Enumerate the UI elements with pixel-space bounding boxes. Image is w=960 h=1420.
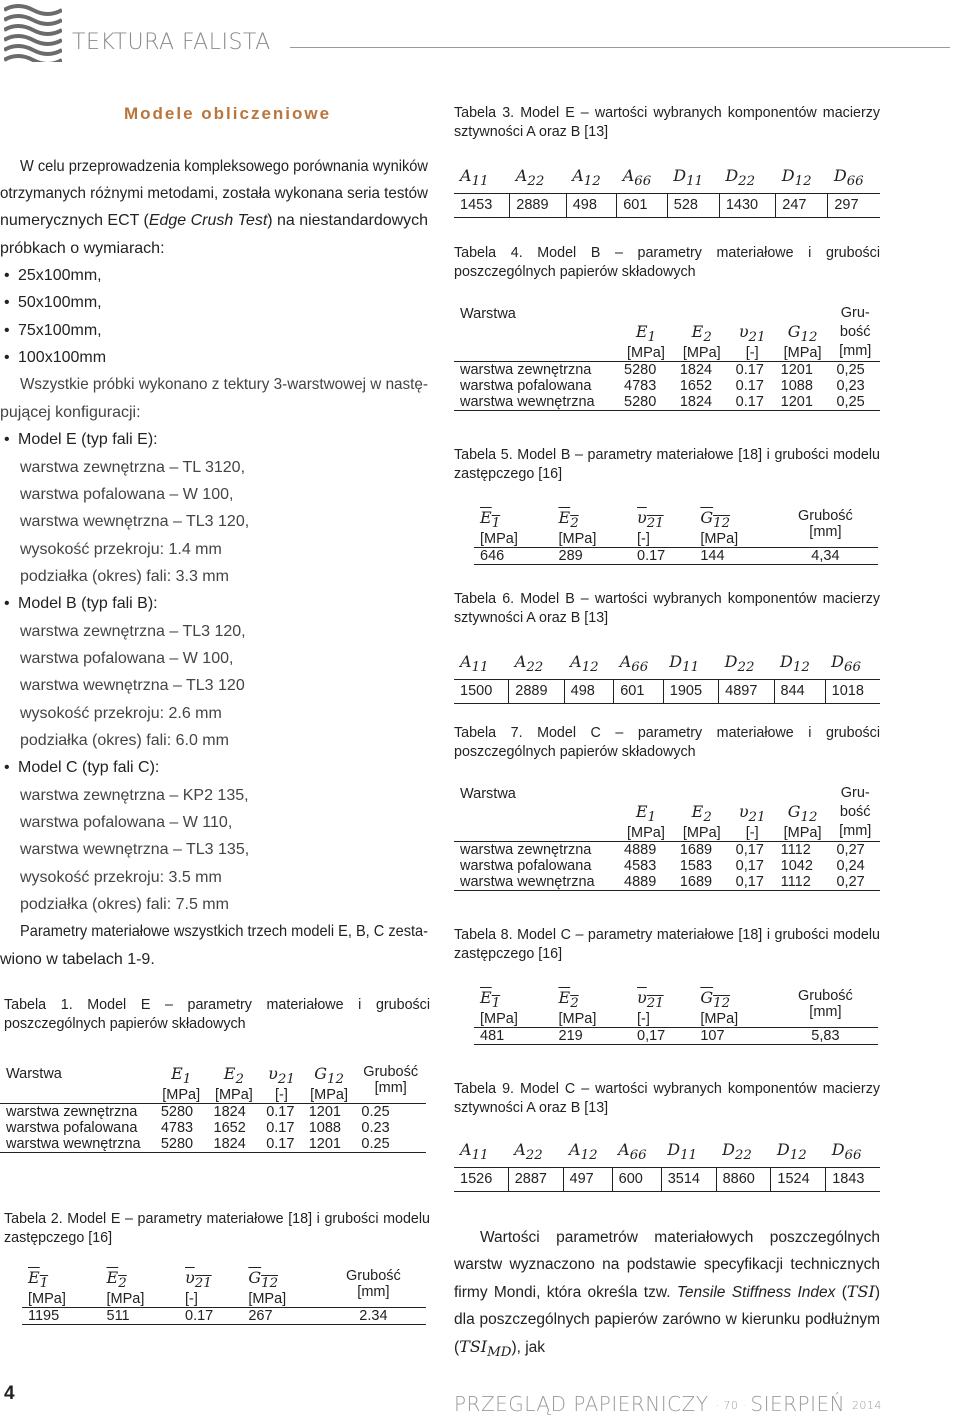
body-line: warstwa pofalowana – W 100,	[20, 486, 234, 503]
matrix-col-header: $D_{12}$	[776, 166, 828, 194]
matrix-cell: 1524	[771, 1168, 826, 1192]
matrix-cell: 3514	[661, 1168, 716, 1192]
matrix-col-header: $D_{66}$	[828, 166, 880, 194]
matrix-cell: 844	[774, 680, 825, 704]
col-header: Gru- bość [mm]	[830, 784, 880, 842]
col-header: Grubość [mm]	[773, 988, 878, 1028]
matrix-col-header: $A_{12}$	[566, 166, 617, 194]
col-header: $E_1$ [MPa]	[618, 304, 674, 362]
table-row: warstwa pofalowana 4783 1652 0.17 1088 0.23	[6, 1120, 390, 1137]
table-row: warstwa wewnętrzna 4889 1689 0,17 1112 0,27	[454, 874, 880, 891]
body-line: numerycznych ECT (Edge Crush Test) na niestandardowych	[0, 212, 428, 229]
body-line: warstwa pofalowana – W 110,	[20, 814, 233, 831]
matrix-cell: 497	[563, 1168, 612, 1192]
col-header: $G_{12}$ [MPa]	[303, 1064, 356, 1104]
col-header: $G_{12}$ [MPa]	[694, 988, 773, 1028]
matrix-cell: 601	[614, 680, 664, 704]
matrix-cell: 1453	[454, 194, 510, 218]
col-header: $E_2$ [MPa]	[208, 1064, 261, 1104]
body-line: podziałka (okres) fali: 6.0 mm	[20, 732, 229, 749]
body-line: Parametry materiałowe wszystkich trzech modeli E, B, C zesta-	[20, 923, 428, 940]
matrix-col-header: $A_{11}$	[454, 652, 509, 680]
col-header: $\upsilon_{21}$ [-]	[631, 988, 694, 1028]
col-header: $E_1$ [MPa]	[474, 988, 553, 1028]
table-row: 646 289 0.17 144 4,34	[474, 548, 878, 565]
body-line: warstwa zewnętrzna – KP2 135,	[20, 787, 249, 804]
table-caption: Tabela 8. Model C – parametry materiałowe [18] i grubości modelu zastępczego [16]	[454, 927, 880, 962]
body-line: pującej konfiguracji:	[0, 404, 141, 421]
para-text: Wartości parametrów materiałowych poszczególnych warstw wyznaczono na podstawie specyfikacji technicznych firmy Mondi, która określa tzw. Tensile Stiffness Index (TSI) dla poszczególnych papierów zarówno w kierunku podłużnym $(TSI_{MD})$, jak	[454, 1229, 880, 1361]
col-header: $G_{12}$ [MPa]	[242, 1268, 321, 1308]
matrix-cell: 8860	[716, 1168, 771, 1192]
col-header: $G_{12}$ [MPa]	[775, 784, 831, 842]
matrix-header-row	[454, 652, 880, 680]
col-header: $\upsilon_{21}$ [-]	[730, 784, 775, 842]
table-caption: Tabela 5. Model B – parametry materiałowe [18] i grubości modelu zastępczego [16]	[454, 447, 880, 482]
matrix-col-header: $A_{11}$	[454, 166, 510, 194]
matrix-cell: 247	[776, 194, 828, 218]
matrix-cell: 2889	[509, 680, 564, 704]
brand-title: TEKTURA FALISTA	[72, 30, 271, 55]
body-line: próbkach o wymiarach:	[0, 240, 165, 257]
bullet-item: • Model E (typ fali E):	[18, 431, 158, 449]
col-header: Gru- bość [mm]	[830, 304, 880, 362]
col-header: $E_1$ [MPa]	[618, 784, 674, 842]
table-caption: Tabela 6. Model B – wartości wybranych komponentów macierzy sztywności A oraz B [13]	[454, 591, 880, 626]
table-6	[454, 652, 880, 704]
col-header: $\upsilon_{21}$ [-]	[179, 1268, 242, 1308]
col-header: $\upsilon_{21}$ [-]	[631, 508, 694, 548]
table-row: warstwa wewnętrzna 5280 1824 0.17 1201 0,25	[454, 394, 880, 411]
col-header: Warstwa	[454, 304, 618, 362]
matrix-cell: 528	[667, 194, 719, 218]
bullet-item: • 75x100mm,	[18, 322, 102, 340]
body-line: W celu przeprowadzenia kompleksowego porównania wyników	[20, 158, 428, 175]
matrix-col-header: $D_{66}$	[825, 652, 880, 680]
table-caption: Tabela 9. Model C – wartości wybranych komponentów macierzy sztywności A oraz B [13]	[454, 1081, 880, 1116]
body-line: podziałka (okres) fali: 7.5 mm	[20, 896, 229, 913]
header-rule	[290, 47, 950, 48]
body-line: warstwa zewnętrzna – TL3 120,	[20, 623, 246, 640]
table-7	[454, 784, 880, 891]
body-line: warstwa pofalowana – W 100,	[20, 650, 234, 667]
table-row: warstwa pofalowana 4783 1652 0.17 1088 0,23	[460, 378, 865, 394]
col-header: Warstwa	[454, 784, 618, 842]
table-row	[454, 680, 880, 704]
matrix-col-header: $A_{66}$	[617, 166, 668, 194]
col-header: Grubość [mm]	[321, 1268, 426, 1308]
body-line: wysokość przekroju: 2.6 mm	[20, 705, 222, 722]
table-row: warstwa wewnętrzna 5280 1824 0.17 1201 0.25	[0, 1136, 426, 1153]
table-2	[22, 1268, 426, 1325]
publication-footer: PRZEGLĄD PAPIERNICZY · 70 · SIERPIEŃ 2014	[454, 1392, 882, 1416]
table-caption: Tabela 3. Model E – wartości wybranych komponentów macierzy sztywności A oraz B [13]	[454, 105, 880, 140]
matrix-col-header: $D_{11}$	[663, 652, 718, 680]
table-8	[474, 988, 878, 1045]
body-line: wysokość przekroju: 3.5 mm	[20, 869, 222, 886]
matrix-col-header: $A_{12}$	[564, 652, 614, 680]
bullet-item: • 50x100mm,	[18, 294, 102, 312]
matrix-cell: 297	[828, 194, 880, 218]
matrix-cell: 1905	[663, 680, 718, 704]
right-paragraph	[454, 1224, 880, 1366]
col-header: $E_2$ [MPa]	[553, 988, 632, 1028]
bullet-item: • Model C (typ fali C):	[18, 759, 159, 777]
table-caption: Tabela 7. Model C – parametry materiałowe i grubości poszczególnych papierów składowych	[454, 725, 880, 760]
matrix-cell: 1843	[826, 1168, 880, 1192]
bullet-item: • 25x100mm,	[18, 267, 102, 285]
page-number: 4	[4, 1383, 15, 1404]
matrix-col-header: $D_{22}$	[719, 166, 775, 194]
col-header: $E_1$ [MPa]	[155, 1064, 208, 1104]
col-header: $E_1$ [MPa]	[474, 508, 553, 548]
matrix-col-header: $A_{66}$	[614, 652, 664, 680]
col-header: $\upsilon_{21}$ [-]	[260, 1064, 303, 1104]
body-line: otrzymanych różnymi metodami, została wykonana seria testów	[0, 185, 428, 202]
table-row: 481 219 0,17 107 5,83	[474, 1028, 878, 1045]
matrix-col-header: $D_{11}$	[667, 166, 719, 194]
table-row: warstwa zewnętrzna 4889 1689 0,17 1112 0,27	[460, 842, 865, 858]
table-5	[474, 508, 878, 565]
col-header: $E_2$ [MPa]	[674, 304, 730, 362]
body-line: wiono w tabelach 1-9.	[0, 951, 155, 968]
table-4	[454, 304, 880, 411]
matrix-cell: 4897	[719, 680, 774, 704]
matrix-col-header: $D_{11}$	[661, 1140, 716, 1168]
matrix-col-header: $D_{12}$	[771, 1140, 826, 1168]
body-line: warstwa wewnętrzna – TL3 120,	[20, 513, 250, 530]
matrix-col-header: $A_{22}$	[508, 1140, 563, 1168]
body-italic: Edge Crush Test	[148, 212, 268, 229]
col-header: Grubość [mm]	[773, 508, 878, 548]
matrix-col-header: $A_{11}$	[454, 1140, 508, 1168]
table-row: 1195 511 0.17 267 2.34	[22, 1308, 426, 1325]
body-line: wysokość przekroju: 1.4 mm	[20, 541, 222, 558]
matrix-cell: 1430	[719, 194, 775, 218]
table-9	[454, 1140, 880, 1192]
table-row: warstwa zewnętrzna 5280 1824 0.17 1201 0.25	[6, 1104, 390, 1121]
matrix-cell: 600	[612, 1168, 661, 1192]
matrix-col-header: $A_{22}$	[510, 166, 566, 194]
matrix-header-row	[454, 1140, 880, 1168]
table-caption: Tabela 4. Model B – parametry materiałowe i grubości poszczególnych papierów składowych	[454, 245, 880, 280]
col-header: $G_{12}$ [MPa]	[694, 508, 773, 548]
table-1	[0, 1064, 426, 1153]
col-header: $\upsilon_{21}$ [-]	[730, 304, 775, 362]
col-header: $E_2$ [MPa]	[674, 784, 730, 842]
matrix-cell: 498	[566, 194, 617, 218]
matrix-col-header: $A_{22}$	[509, 652, 564, 680]
matrix-cell: 2889	[510, 194, 566, 218]
col-header: $E_1$ [MPa]	[22, 1268, 101, 1308]
matrix-cell: 498	[564, 680, 614, 704]
col-header: Grubość [mm]	[355, 1064, 426, 1104]
body-line: warstwa wewnętrzna – TL3 135,	[20, 841, 250, 858]
matrix-cell: 1018	[825, 680, 880, 704]
matrix-col-header: $D_{66}$	[826, 1140, 880, 1168]
body-line: warstwa wewnętrzna – TL3 120	[20, 677, 245, 694]
matrix-col-header: $D_{22}$	[716, 1140, 771, 1168]
table-row: warstwa pofalowana 4583 1583 0,17 1042 0,24	[460, 858, 865, 874]
table-row: warstwa zewnętrzna 5280 1824 0.17 1201 0,25	[460, 362, 865, 378]
matrix-col-header: $A_{12}$	[563, 1140, 612, 1168]
table-caption: Tabela 1. Model E – parametry materiałowe i grubości poszczególnych papierów składowych	[4, 997, 430, 1032]
section-title: Modele obliczeniowe	[124, 104, 332, 123]
body-line: Wszystkie próbki wykonano z tektury 3-warstwowej w nastę-	[20, 376, 428, 393]
table-caption: Tabela 2. Model E – parametry materiałowe [18] i grubości modelu zastępczego [16]	[4, 1211, 430, 1246]
table-3	[454, 166, 880, 218]
matrix-cell: 1500	[454, 680, 509, 704]
col-header: $G_{12}$ [MPa]	[775, 304, 831, 362]
table-row	[454, 1168, 880, 1192]
matrix-col-header: $D_{12}$	[774, 652, 825, 680]
matrix-col-header: $D_{22}$	[719, 652, 774, 680]
bullet-item: • Model B (typ fali B):	[18, 595, 158, 613]
table-row	[454, 194, 880, 218]
col-header: $E_2$ [MPa]	[553, 508, 632, 548]
matrix-cell: 2887	[508, 1168, 563, 1192]
matrix-col-header: $A_{66}$	[612, 1140, 661, 1168]
col-header: Warstwa	[0, 1064, 155, 1104]
wave-logo	[4, 4, 62, 62]
col-header: $E_2$ [MPa]	[101, 1268, 180, 1308]
matrix-cell: 601	[617, 194, 668, 218]
body-line: podziałka (okres) fali: 3.3 mm	[20, 568, 229, 585]
matrix-header-row	[454, 166, 880, 194]
body-line: warstwa zewnętrzna – TL 3120,	[20, 459, 246, 476]
matrix-cell: 1526	[454, 1168, 508, 1192]
bullet-item: • 100x100mm	[18, 349, 106, 367]
